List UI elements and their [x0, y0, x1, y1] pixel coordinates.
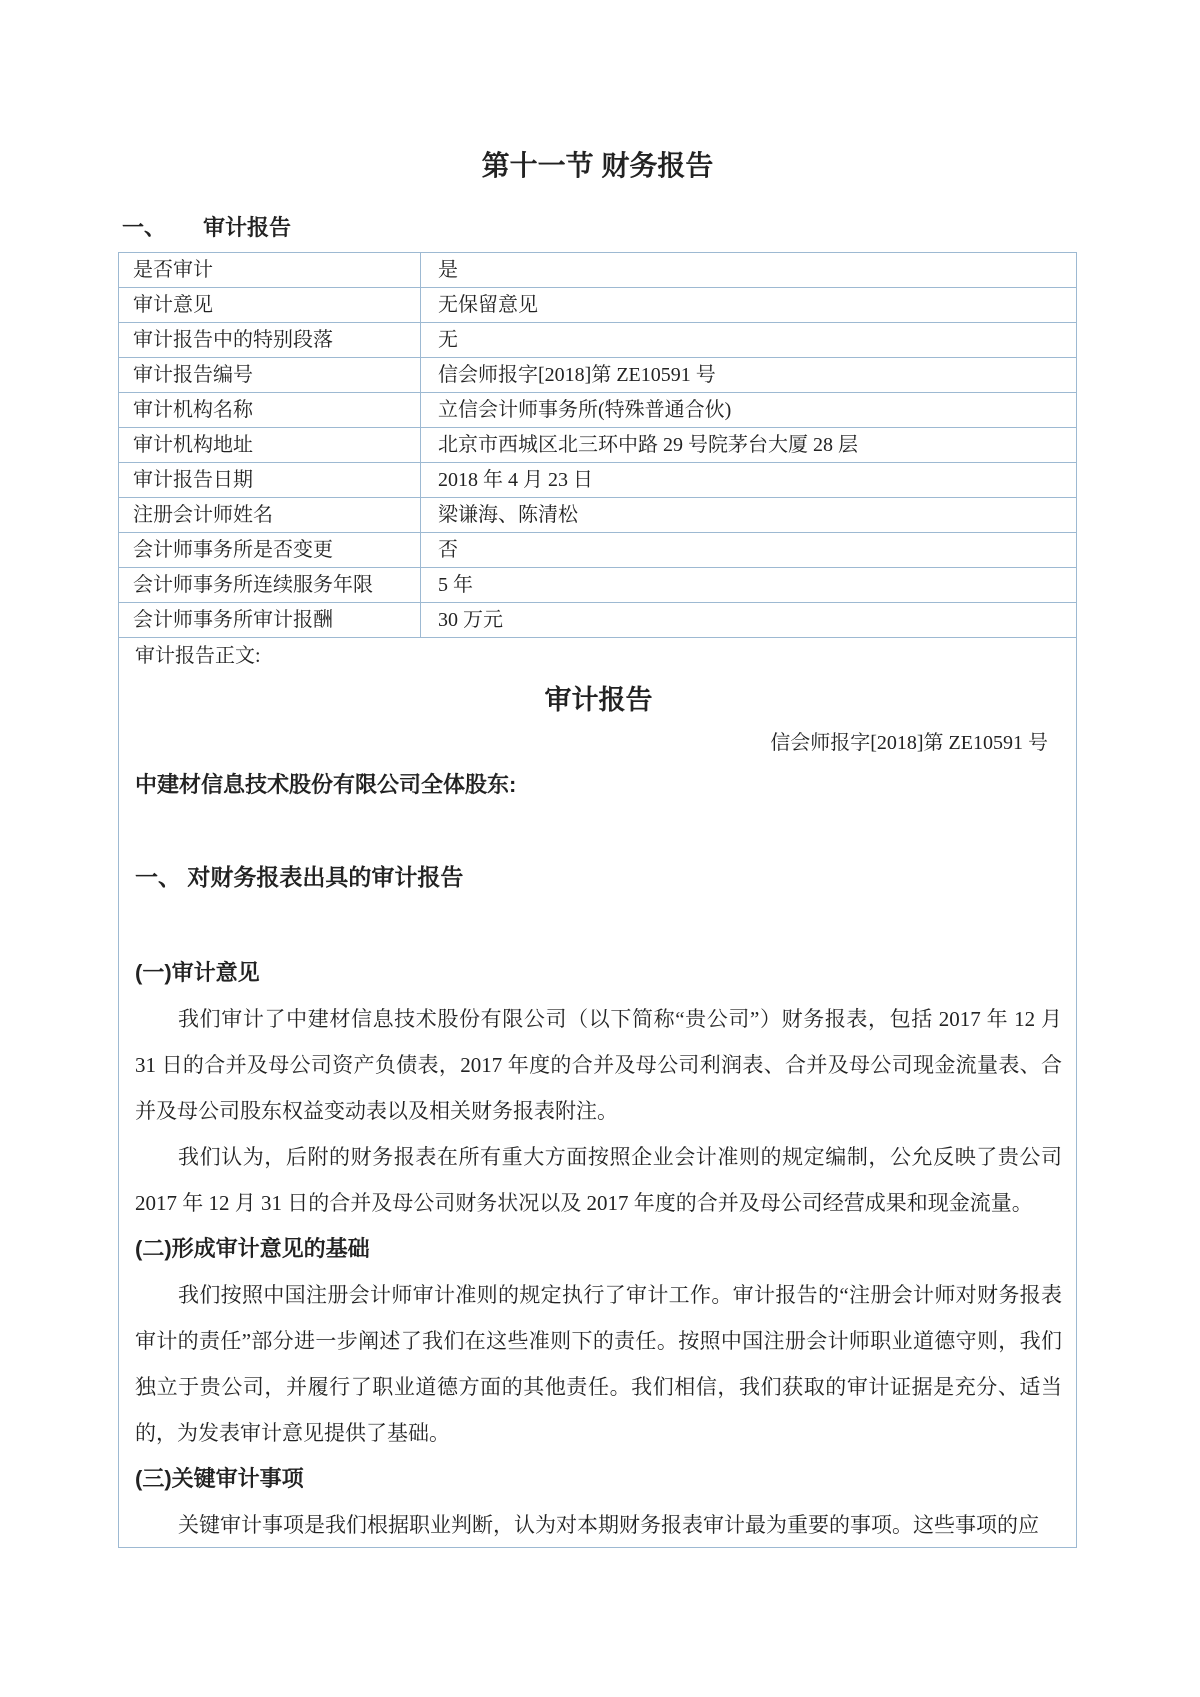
row-label: 审计机构名称: [119, 393, 421, 428]
heading-section1: 一、 对财务报表出具的审计报告: [135, 864, 464, 890]
section-title: 审计报告: [203, 215, 292, 240]
row-label: 是否审计: [119, 253, 421, 288]
table-row: [119, 323, 1077, 358]
table-row: [119, 603, 1077, 638]
row-value: 30 万元: [421, 603, 1077, 638]
row-label: 审计意见: [119, 288, 421, 323]
report-addressee: 中建材信息技术股份有限公司全体股东:: [135, 772, 517, 797]
row-label: 会计师事务所审计报酬: [119, 603, 421, 638]
table-row: [119, 358, 1077, 393]
table-row: [119, 568, 1077, 603]
row-label: 审计报告编号: [119, 358, 421, 393]
row-value: 立信会计师事务所(特殊普通合伙): [421, 393, 1077, 428]
table-row: [119, 533, 1077, 568]
section-heading: [122, 212, 1200, 244]
paragraph-key-audit-matters: 关键审计事项是我们根据职业判断，认为对本期财务报表审计最为重要的事项。这些事项的应: [178, 1513, 1039, 1537]
row-value: 是: [421, 253, 1077, 288]
row-label: 会计师事务所连续服务年限: [119, 568, 421, 603]
report-body-label: 审计报告正文:: [135, 645, 261, 667]
row-value: 无保留意见: [421, 288, 1077, 323]
paragraph-audit-scope: 我们审计了中建材信息技术股份有限公司（以下简称“贵公司”）财务报表，包括 2017 年 12 月 31 日的合并及母公司资产负债表，2017 年度的合并及母公司利润表、合并及母公司现金流量表、合并及母公司股东权益变动表以及相关财务报表附注。: [135, 1007, 1062, 1123]
row-value: 5 年: [421, 568, 1077, 603]
row-label: 注册会计师姓名: [119, 498, 421, 533]
paragraph-audit-conclusion: 我们认为，后附的财务报表在所有重大方面按照企业会计准则的规定编制，公允反映了贵公司 2017 年 12 月 31 日的合并及母公司财务状况以及 2017 年度的合并及母公司经营成果和现金流量。: [135, 1145, 1062, 1215]
row-label: 审计报告中的特别段落: [119, 323, 421, 358]
row-label: 审计报告日期: [119, 463, 421, 498]
row-value: 否: [421, 533, 1077, 568]
heading-key-audit-matters: (三)关键审计事项: [135, 1466, 304, 1491]
row-value: 2018 年 4 月 23 日: [421, 463, 1077, 498]
report-body-cell: [118, 638, 1077, 1548]
page-title: 第十一节 财务报告: [481, 150, 714, 181]
table-row: [119, 393, 1077, 428]
audit-info-table: [118, 252, 1077, 638]
table-row: [119, 428, 1077, 463]
table-row: [119, 253, 1077, 288]
row-label: 会计师事务所是否变更: [119, 533, 421, 568]
row-label: 审计机构地址: [119, 428, 421, 463]
row-value: 北京市西城区北三环中路 29 号院茅台大厦 28 层: [421, 428, 1077, 463]
heading-audit-opinion: (一)审计意见: [135, 960, 260, 985]
report-title: 审计报告: [544, 685, 653, 715]
heading-opinion-basis: (二)形成审计意见的基础: [135, 1236, 370, 1261]
table-row: [119, 463, 1077, 498]
row-value: 无: [421, 323, 1077, 358]
section-number: 一、: [122, 215, 167, 240]
paragraph-opinion-basis: 我们按照中国注册会计师审计准则的规定执行了审计工作。审计报告的“注册会计师对财务报表审计的责任”部分进一步阐述了我们在这些准则下的责任。按照中国注册会计师职业道德守则，我们独立于贵公司，并履行了职业道德方面的其他责任。我们相信，我们获取的审计证据是充分、适当的，为发表审计意见提供了基础。: [135, 1283, 1062, 1445]
row-value: 信会师报字[2018]第 ZE10591 号: [421, 358, 1077, 393]
row-value: 梁谦海、陈清松: [421, 498, 1077, 533]
table-row: [119, 498, 1077, 533]
report-ref-number: 信会师报字[2018]第 ZE10591 号: [770, 732, 1048, 754]
table-row: [119, 288, 1077, 323]
